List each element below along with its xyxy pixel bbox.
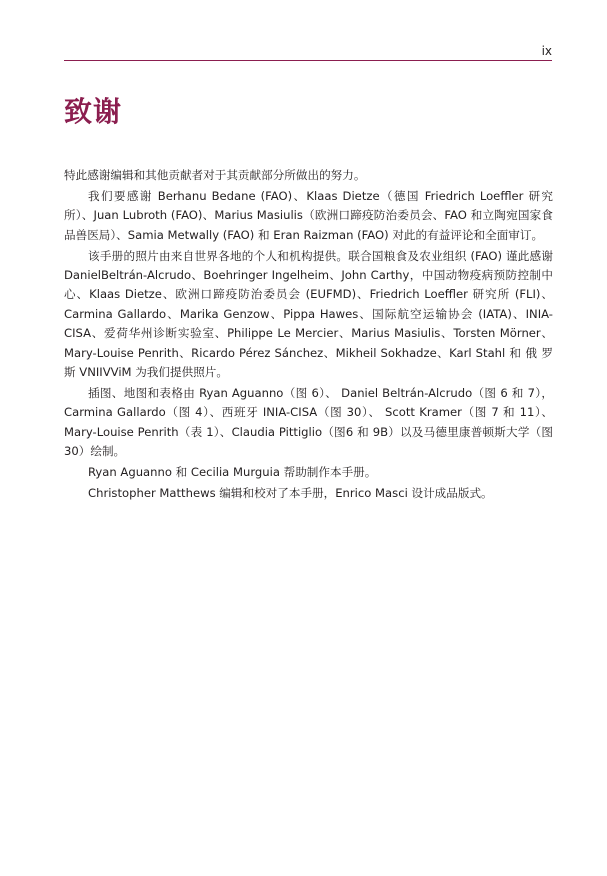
- page-title: 致谢: [64, 95, 123, 128]
- photo-credits-paragraph: 该手册的照片由来自世界各地的个人和机构提供。联合国粮食及农业组织 (FAO) 谨此感谢 DanielBeltrán-Alcrudo、Boehringer Ingelheim、John Carthy，中国动物疫病预防控制中心、Klaas Dietze、欧洲口蹄疫防治委员会 (EUFMD)、Friedrich Loeffler 研究所 (FLI)、Carmina Gallardo、Marika Genzow、Pippa Hawes、国际航空运输协会 (IATA)、INIA-CISA、爱荷华州诊断实验室、Philippe Le Mercier、Marius Masiulis、Torsten Mörner、Mary-Louise Penrith、Ricardo Pérez Sánchez、Mikheil Sokhadze、Karl Stahl 和 俄 罗 斯 VNIIVViM 为我们提供照片。: [64, 248, 553, 380]
- intro-paragraph: 特此感谢编辑和其他贡献者对于其贡献部分所做出的努力。: [64, 168, 366, 182]
- editing-design-paragraph: Christopher Matthews 编辑和校对了本手册，Enrico Masci 设计成品版式。: [88, 486, 493, 500]
- reviewers-paragraph: 我们要感谢 Berhanu Bedane (FAO)、Klaas Dietze（德国 Friedrich Loeffler 研究所）、Juan Lubroth (FAO)、Marius Masiulis（欧洲口蹄疫防治委员会、FAO 和立陶宛国家食品兽医局）、Samia Metwally (FAO) 和 Eran Raizman (FAO) 对此的有益评论和全面审订。: [64, 188, 553, 242]
- page-number: ix: [541, 44, 552, 58]
- production-paragraph: Ryan Aguanno 和 Cecilia Murguia 帮助制作本手册。: [88, 465, 377, 480]
- illustration-credits-paragraph: 插图、地图和表格由 Ryan Aguanno（图 6）、 Daniel Beltrán-Alcrudo（图 6 和 7），Carmina Gallardo（图 4）、西班牙 INIA-CISA（图 30）、 Scott Kramer（图 7 和 11）、 Mary-Louise Penrith（表 1）、Claudia Pittiglio（图6 和 9B）以及马德里康普顿斯大学（图30）绘制。: [64, 385, 553, 459]
- header-rule: [64, 60, 552, 61]
- acknowledgements-body: [64, 166, 553, 505]
